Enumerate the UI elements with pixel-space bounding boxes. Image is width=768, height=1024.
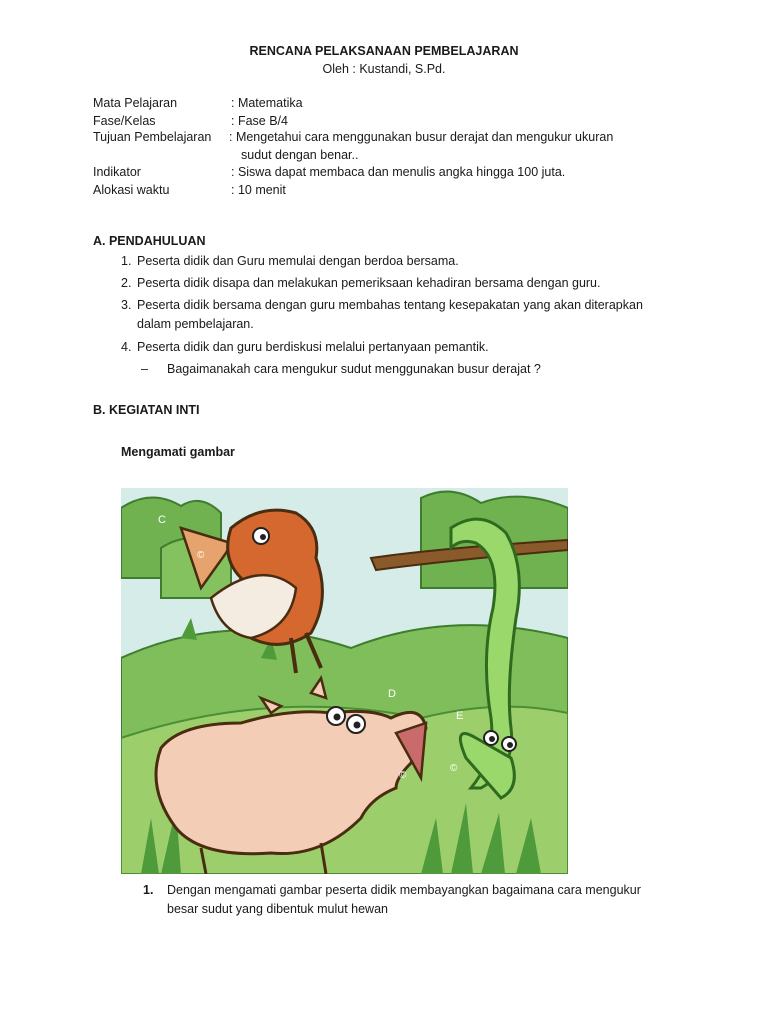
info-value-continued: sudut dengan benar.. — [241, 148, 359, 162]
list-item-continued: dalam pembelajaran. — [137, 317, 254, 331]
info-value: : Mengetahui cara menggunakan busur derajat dan mengukur ukuran — [229, 130, 614, 144]
list-item: Peserta didik disapa dan melakukan pemeriksaan kehadiran bersama dengan guru. — [137, 276, 601, 290]
info-value: : Matematika — [231, 96, 303, 110]
label-c-angle: © — [197, 550, 205, 561]
info-value: : 10 menit — [231, 183, 286, 197]
info-label: Mata Pelajaran — [93, 96, 178, 110]
label-e: E — [456, 710, 464, 722]
info-label: Alokasi waktu — [93, 183, 170, 197]
sub-bullet: – — [141, 362, 148, 376]
label-d: D — [388, 688, 396, 700]
sub-item: Bagaimanakah cara mengukur sudut menggunakan busur derajat ? — [167, 362, 541, 376]
list-item: Peserta didik dan Guru memulai dengan berdoa bersama. — [137, 254, 459, 268]
list-number: 2. — [121, 276, 132, 290]
label-e-angle: © — [450, 763, 458, 774]
author-line: Oleh : Kustandi, S.Pd. — [322, 62, 446, 76]
section-a-heading: A. PENDAHULUAN — [93, 234, 206, 248]
list-number: 1. — [143, 883, 154, 897]
list-item-continued: besar sudut yang dibentuk mulut hewan — [167, 902, 388, 916]
label-c: C — [158, 514, 166, 526]
list-number: 4. — [121, 340, 132, 354]
list-number: 1. — [121, 254, 132, 268]
page-title: RENCANA PELAKSANAAN PEMBELAJARAN — [249, 44, 519, 58]
label-d-angle: © — [399, 770, 407, 781]
list-item: Peserta didik bersama dengan guru membahas tentang kesepakatan yang akan diterapkan — [137, 298, 643, 312]
animals-illustration-svg — [121, 488, 568, 874]
animals-illustration — [121, 488, 568, 874]
list-item: Peserta didik dan guru berdiskusi melalui pertanyaan pemantik. — [137, 340, 489, 354]
info-value: : Siswa dapat membaca dan menulis angka hingga 100 juta. — [231, 165, 566, 179]
list-item: Dengan mengamati gambar peserta didik membayangkan bagaimana cara mengukur — [167, 883, 641, 897]
section-b-heading: B. KEGIATAN INTI — [93, 403, 200, 417]
section-b-subheading: Mengamati gambar — [121, 445, 235, 459]
info-label: Indikator — [93, 165, 141, 179]
info-label: Fase/Kelas — [93, 114, 156, 128]
info-label: Tujuan Pembelajaran — [93, 130, 212, 144]
info-value: : Fase B/4 — [231, 114, 288, 128]
list-number: 3. — [121, 298, 132, 312]
